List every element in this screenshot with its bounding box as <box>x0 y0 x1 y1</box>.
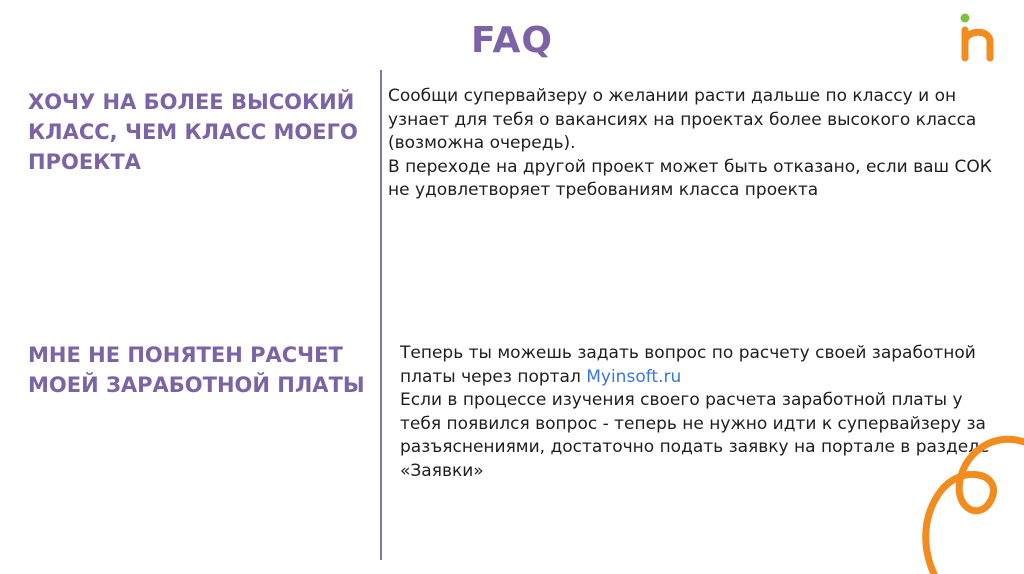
insoft-logo-icon <box>956 12 1002 64</box>
faq-answer-1-paragraph-2: В переходе на другой проект может быть отказано, если ваш СОК не удовлетворяет требованиям класса проекта <box>388 156 992 200</box>
faq-answer-2-paragraph-2: Если в процессе изучения своего расчета заработной платы у тебя появился вопрос - теперь не нужно идти к супервайзеру за разъяснениями, достаточно подать заявку на портале в разделе «Заявки» <box>400 390 990 481</box>
faq-answer-1 <box>388 85 1008 203</box>
decorative-swirl-icon <box>900 380 1024 574</box>
faq-question-2: МНЕ НЕ ПОНЯТЕН РАСЧЕТ МОЕЙ ЗАРАБОТНОЙ ПЛАТЫ <box>28 343 365 397</box>
column-divider <box>380 70 382 560</box>
faq-answer-1-paragraph-1: Сообщи супервайзеру о желании расти дальше по классу и он узнает для тебя о вакансиях на проектах более высокого класса (возможна очередь). <box>388 86 977 153</box>
faq-answer-2-text: Теперь ты можешь задать вопрос по расчету своей заработной платы через портал <box>400 343 976 387</box>
faq-question-1: ХОЧУ НА БОЛЕЕ ВЫСОКИЙ КЛАСС, ЧЕМ КЛАСС МОЕГО ПРОЕКТА <box>28 90 358 174</box>
portal-link[interactable]: Myinsoft.ru <box>586 366 682 387</box>
page-title: FAQ <box>471 20 553 61</box>
